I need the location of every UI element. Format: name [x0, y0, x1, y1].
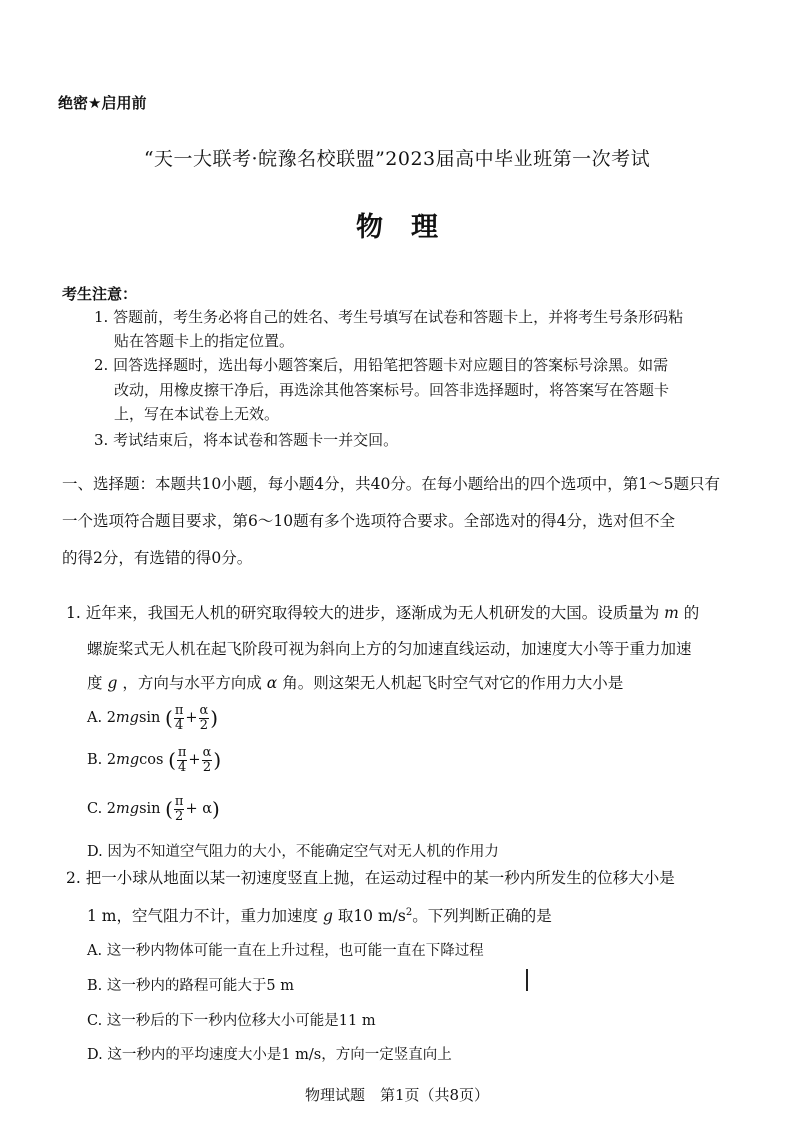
paren-close: ): [213, 748, 222, 773]
exam-title: “天一大联考·皖豫名校联盟”2023届高中毕业班第一次考试: [143, 148, 651, 170]
var-mg: mg: [116, 801, 140, 818]
paren-open: (: [165, 706, 173, 731]
paren-close: ): [210, 706, 219, 731]
question-1-stem: [66, 601, 699, 623]
var-g: g: [322, 907, 333, 925]
notice-item: 2. 回答选择题时，选出每小题答案后，用铅笔把答题卡对应题目的答案标号涂黑。如需: [94, 356, 669, 374]
q1-text: 度: [87, 674, 103, 692]
notice-item: 1. 答题前，考生务必将自己的姓名、考生号填写在试卷和答题卡上，并将考生号条形码粘: [94, 308, 684, 326]
notice-heading: 考生注意：: [62, 285, 138, 303]
notice-item: 上，写在本试卷上无效。: [114, 405, 280, 423]
paren-open: (: [165, 797, 173, 822]
q2-text: 。下列判断正确的是: [412, 907, 552, 925]
subject-title: 物理: [356, 212, 466, 243]
plus-sign: +: [188, 752, 201, 769]
numerator: α: [202, 745, 212, 760]
option-a-label: A. 2: [87, 710, 116, 727]
superscript: 2: [405, 906, 413, 918]
var-alpha: α: [266, 674, 278, 692]
var-m: m: [664, 604, 679, 622]
option-b-label: B. 2: [87, 752, 117, 769]
fraction: [202, 746, 213, 774]
option-a: [87, 704, 218, 732]
fraction: [199, 704, 210, 732]
fraction: [177, 746, 188, 774]
section-instructions: 一个选项符合题目要求，第6～10题有多个选项符合要求。全部选对的得4分，选对但不全: [62, 512, 675, 530]
notice-item: 贴在答题卡上的指定位置。: [114, 332, 295, 350]
question-2-stem: [87, 904, 552, 926]
denominator: 4: [174, 717, 184, 733]
plus-alpha: + α: [185, 801, 213, 818]
option-d: D. 因为不知道空气阻力的大小，不能确定空气对无人机的作用力: [87, 844, 499, 860]
q2-text: 1 m，空气阻力不计，重力加速度: [87, 907, 318, 925]
notice-item: 3. 考试结束后，将本试卷和答题卡一并交回。: [94, 431, 399, 449]
option-b: [87, 746, 221, 774]
fraction: [174, 795, 185, 823]
denominator: 2: [202, 759, 212, 775]
q2-text: 取10 m/s: [337, 907, 406, 925]
confidential-label: 绝密★启用前: [58, 94, 147, 112]
fraction: [174, 704, 185, 732]
numerator: π: [177, 745, 187, 760]
denominator: 4: [178, 759, 187, 775]
var-mg: mg: [116, 752, 140, 769]
var-mg: mg: [115, 710, 139, 727]
section-instructions: 的得2分，有选错的得0分。: [62, 549, 253, 567]
question-1-stem: [87, 671, 623, 693]
numerator: π: [174, 703, 184, 718]
q1-text: 的: [683, 604, 700, 622]
denominator: 2: [175, 808, 184, 824]
page-footer: 物理试题 第1页（共8页）: [304, 1086, 490, 1104]
numerator: α: [199, 703, 209, 718]
plus-sign: +: [185, 710, 198, 727]
notice-item: 改动，用橡皮擦干净后，再选涂其他答案标号。回答非选择题时，将答案写在答题卡: [114, 381, 670, 399]
option-a: A. 这一秒内物体可能一直在上升过程，也可能一直在下降过程: [87, 943, 484, 959]
q1-text: ，方向与水平方向成: [122, 674, 262, 692]
option-c: [87, 795, 220, 823]
option-c: C. 这一秒后的下一秒内位移大小可能是11 m: [87, 1013, 376, 1029]
question-2-stem: 2. 把一小球从地面以某一初速度竖直上抛，在运动过程中的某一秒内所发生的位移大小是: [66, 869, 675, 887]
numerator: π: [174, 794, 184, 809]
option-b: B. 这一秒内的路程可能大于5 m: [87, 978, 294, 994]
q1-text: 1. 近年来，我国无人机的研究取得较大的进步，逐渐成为无人机研发的大国。设质量为: [66, 604, 660, 622]
denominator: 2: [199, 717, 209, 733]
var-g: g: [107, 674, 118, 692]
option-c-label: C. 2: [87, 801, 117, 818]
trig-func: sin: [138, 710, 161, 727]
trig-func: cos: [139, 752, 164, 769]
option-d: D. 这一秒内的平均速度大小是1 m/s，方向一定竖直向上: [87, 1047, 452, 1063]
paren-open: (: [168, 748, 176, 773]
pen-mark: [526, 969, 528, 991]
paren-close: ): [212, 797, 220, 822]
trig-func: sin: [139, 801, 161, 818]
q1-text: 角。则这架无人机起飞时空气对它的作用力大小是: [282, 674, 624, 692]
section-instructions: 一、选择题：本题共10小题，每小题4分，共40分。在每小题给出的四个选项中，第1～5题只有: [62, 475, 721, 493]
question-1-stem: 螺旋桨式无人机在起飞阶段可视为斜向上方的匀加速直线运动，加速度大小等于重力加速: [87, 640, 692, 658]
